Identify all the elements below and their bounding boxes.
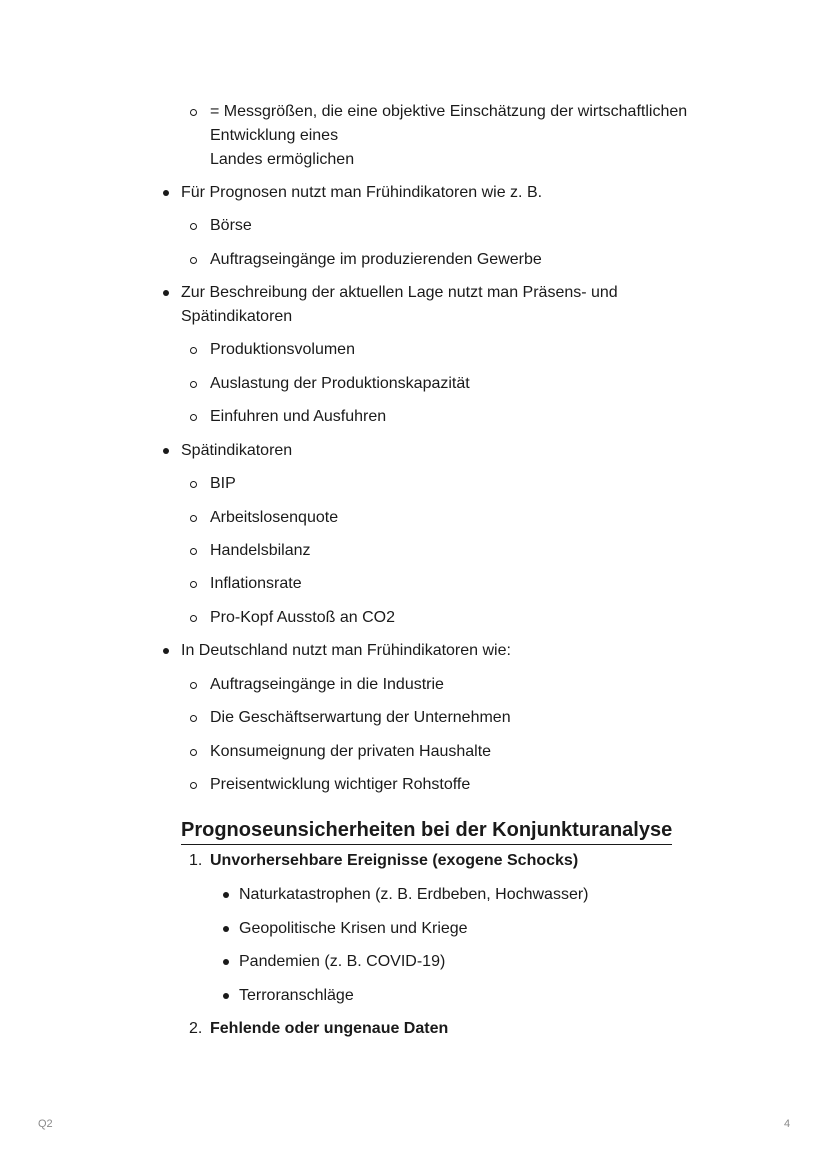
list-number: 2. [189, 1020, 203, 1037]
list-item-text: Pandemien (z. B. COVID-19) [239, 953, 446, 970]
sub-bullet [190, 615, 197, 622]
sub-bullet [190, 223, 197, 230]
list-item-text: Arbeitslosenquote [210, 509, 339, 526]
list-number: 1. [189, 852, 203, 869]
list-item-text: Zur Beschreibung der aktuellen Lage nutzt man Präsens- und [181, 284, 618, 301]
list-item-text: Börse [210, 217, 252, 234]
sub-bullet [190, 481, 197, 488]
list-item-text: Die Geschäftserwartung der Unternehmen [210, 709, 511, 726]
bullet [223, 993, 229, 999]
list-item-text: Auftragseingänge im produzierenden Gewerbe [210, 251, 542, 268]
bullet [223, 959, 229, 965]
list-item-text: Produktionsvolumen [210, 341, 355, 358]
section-heading: Prognoseunsicherheiten bei der Konjunkturanalyse [181, 816, 672, 845]
list-item-text: Spätindikatoren [181, 442, 293, 459]
bullet [223, 926, 229, 932]
list-item-text: Geopolitische Krisen und Kriege [239, 920, 468, 937]
bullet [163, 190, 169, 196]
list-item-text: Entwicklung eines [210, 127, 339, 144]
list-item-text: Einfuhren und Ausfuhren [210, 408, 387, 425]
list-item-text: Naturkatastrophen (z. B. Erdbeben, Hochwasser) [239, 886, 589, 903]
sub-bullet [190, 782, 197, 789]
list-item-text: Spätindikatoren [181, 308, 293, 325]
list-item-text: Auftragseingänge in die Industrie [210, 676, 444, 693]
list-item-text: Inflationsrate [210, 575, 302, 592]
bullet [163, 648, 169, 654]
list-item-text: Für Prognosen nutzt man Frühindikatoren wie z. B. [181, 184, 543, 201]
list-item-text: = Messgrößen, die eine objektive Einschätzung der wirtschaftlichen [210, 103, 688, 120]
list-item-text: Preisentwicklung wichtiger Rohstoffe [210, 776, 471, 793]
bullet [163, 448, 169, 454]
list-item-text: Pro-Kopf Ausstoß an CO2 [210, 609, 395, 626]
sub-bullet [190, 414, 197, 421]
sub-bullet [190, 682, 197, 689]
sub-bullet [190, 109, 197, 116]
list-item-text: Landes ermöglichen [210, 151, 355, 168]
list-item-text: Auslastung der Produktionskapazität [210, 375, 470, 392]
sub-bullet [190, 257, 197, 264]
sub-bullet [190, 581, 197, 588]
bullet [223, 892, 229, 898]
page-number: 4 [784, 1118, 791, 1130]
list-item-text: BIP [210, 475, 236, 492]
sub-bullet [190, 715, 197, 722]
list-item-title: Fehlende oder ungenaue Daten [210, 1020, 449, 1037]
sub-bullet [190, 381, 197, 388]
list-item-text: Konsumeignung der privaten Haushalte [210, 743, 492, 760]
list-item-title: Unvorhersehbare Ereignisse (exogene Schocks) [210, 852, 579, 869]
bullet [163, 290, 169, 296]
sub-bullet [190, 548, 197, 555]
list-item-text: Terroranschläge [239, 987, 354, 1004]
list-item-text: Handelsbilanz [210, 542, 311, 559]
sub-bullet [190, 347, 197, 354]
sub-bullet [190, 749, 197, 756]
footer-left: Q2 [38, 1118, 53, 1130]
sub-bullet [190, 515, 197, 522]
list-item-text: In Deutschland nutzt man Frühindikatoren wie: [181, 642, 511, 659]
